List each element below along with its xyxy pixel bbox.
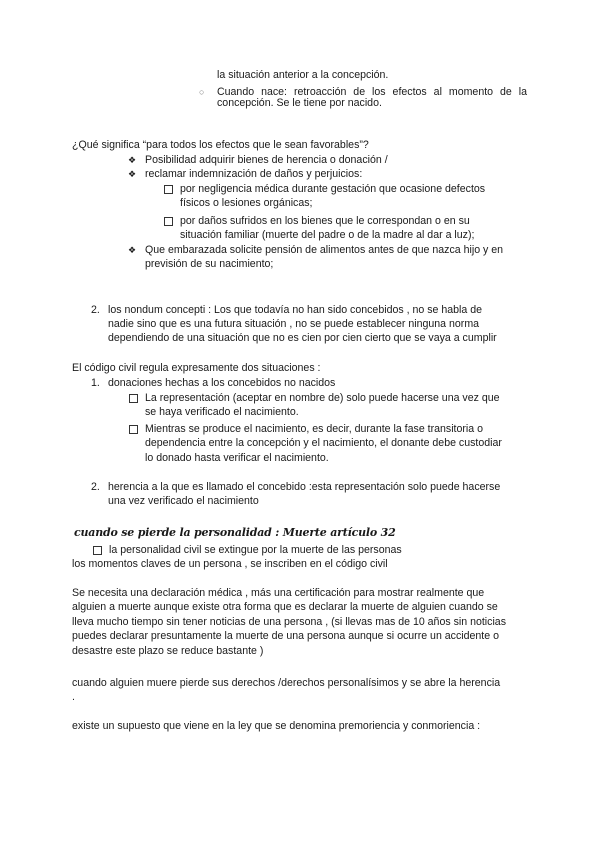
text-line: existe un supuesto que viene en la ley que se denomina premoriencia y conmoriencia :	[72, 720, 481, 732]
list-item: reclamar indemnización de daños y perjuicios:	[145, 168, 363, 180]
checkbox-icon	[129, 394, 138, 403]
list-item: Que embarazada solicite pensión de alimentos antes de que nazca hijo y en	[145, 244, 504, 256]
diamond-bullet-icon: ❖	[128, 169, 137, 179]
list-number: 1.	[91, 377, 100, 389]
text-line: herencia a la que es llamado el concebido :esta representación solo puede hacerse	[108, 481, 501, 493]
text-line: puedes declarar presuntamente la muerte de una persona aunque si ocurre un accidente o	[72, 630, 499, 642]
question-text: ¿Qué significa “para todos los efectos que le sean favorables”?	[72, 139, 369, 151]
text-line: dependencia entre la concepción y el nacimiento, el donante debe custodiar	[145, 437, 502, 449]
text-line: físicos o lesiones orgánicas;	[180, 197, 313, 209]
list-item: Posibilidad adquirir bienes de herencia o donación /	[145, 154, 388, 166]
text-line: los momentos claves de un persona , se inscriben en el código civil	[72, 558, 388, 570]
text-line: concepción. Se le tiene por nacido.	[217, 97, 382, 109]
text-line: dependiendo de una situación que no es cien por cien cierto que se vaya a cumplir	[108, 332, 497, 344]
text-line: lleva mucho tiempo sin tener noticias de una persona , (si llevas mas de 10 años sin noticias	[72, 616, 506, 628]
text-line: Mientras se produce el nacimiento, es decir, durante la fase transitoria o	[145, 423, 484, 435]
text-line: situación familiar (muerte del padre o de la madre al dar a luz);	[180, 229, 475, 241]
text-line: la situación anterior a la concepción.	[217, 69, 389, 81]
text-line: El código civil regula expresamente dos situaciones :	[72, 362, 321, 374]
text-line: la personalidad civil se extingue por la muerte de las personas	[109, 544, 402, 556]
text-line: previsión de su nacimiento;	[145, 258, 274, 270]
text-line: una vez verificado el nacimiento	[108, 495, 259, 507]
diamond-bullet-icon: ❖	[128, 245, 137, 255]
text-line: cuando alguien muere pierde sus derechos /derechos personalísimos y se abre la herencia	[72, 677, 501, 689]
list-number: 2.	[91, 481, 100, 493]
checkbox-icon	[129, 425, 138, 434]
text-line: por daños sufridos en los bienes que le correspondan o en su	[180, 215, 470, 227]
list-number: 2.	[91, 304, 100, 316]
text-line: alguien a muerte aunque existe otra forma que es declarar la muerte de alguien cuando se	[72, 601, 498, 613]
text-line: .	[72, 691, 75, 703]
text-line: los nondum concepti : Los que todavía no han sido concebidos , no se habla de	[108, 304, 482, 316]
text-line: desastre este plazo se reduce bastante )	[72, 645, 264, 657]
list-item: donaciones hechas a los concebidos no nacidos	[108, 377, 336, 389]
text-line: nadie sino que es una futura situación , no se puede establecer ninguna norma	[108, 318, 480, 330]
text-line: por negligencia médica durante gestación que ocasione defectos	[180, 183, 486, 195]
text-line: La representación (aceptar en nombre de) solo puede hacerse una vez que	[145, 392, 500, 404]
text-line: lo donado hasta verificar el nacimiento.	[145, 452, 329, 464]
checkbox-icon	[93, 546, 102, 555]
text-line: Se necesita una declaración médica , más una certificación para mostrar realmente que	[72, 587, 485, 599]
text-line: Cuando nace: retroacción de los efectos al momento de la	[217, 86, 527, 98]
checkbox-icon	[164, 217, 173, 226]
text-line: se haya verificado el nacimiento.	[145, 406, 299, 418]
checkbox-icon	[164, 185, 173, 194]
circle-bullet-icon: ○	[199, 87, 205, 97]
diamond-bullet-icon: ❖	[128, 155, 137, 165]
section-heading: cuando se pierde la personalidad : Muerte artículo 32	[74, 526, 396, 539]
